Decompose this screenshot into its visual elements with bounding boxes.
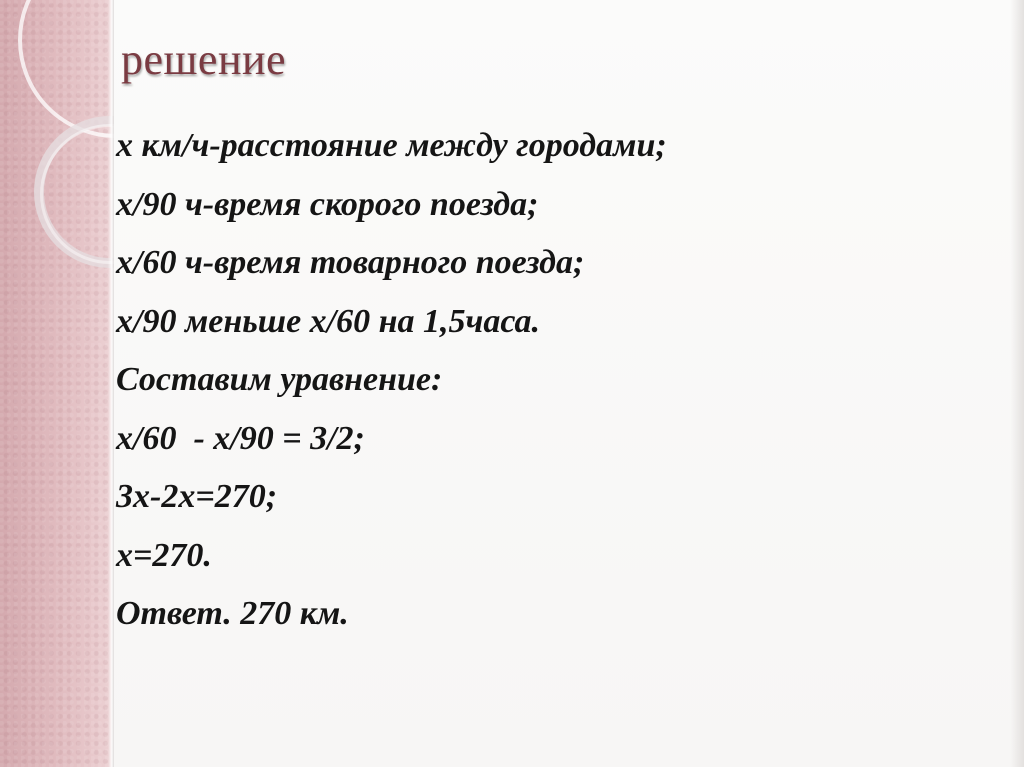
- solution-line-result: x=270.: [116, 536, 212, 574]
- solution-line-equation-heading: Составим уравнение:: [116, 361, 443, 398]
- solution-line-simplified: 3x-2x=270;: [116, 478, 278, 515]
- solution-line-answer: Ответ. 270 км.: [116, 595, 349, 632]
- solution-list: [116, 127, 976, 654]
- solution-line-fast-train-time: x/90 ч-время скорого поезда;: [116, 185, 539, 223]
- panel-shadow: [1010, 0, 1024, 767]
- slide-title: решение: [121, 35, 287, 84]
- solution-line-equation: x/60 - x/90 = 3/2;: [116, 419, 365, 457]
- solution-line-freight-train-time: x/60 ч-время товарного поезда;: [116, 244, 585, 281]
- solution-line-difference: x/90 меньше x/60 на 1,5часа.: [116, 302, 541, 340]
- solution-line-distance: x км/ч-расстояние между городами;: [116, 127, 667, 164]
